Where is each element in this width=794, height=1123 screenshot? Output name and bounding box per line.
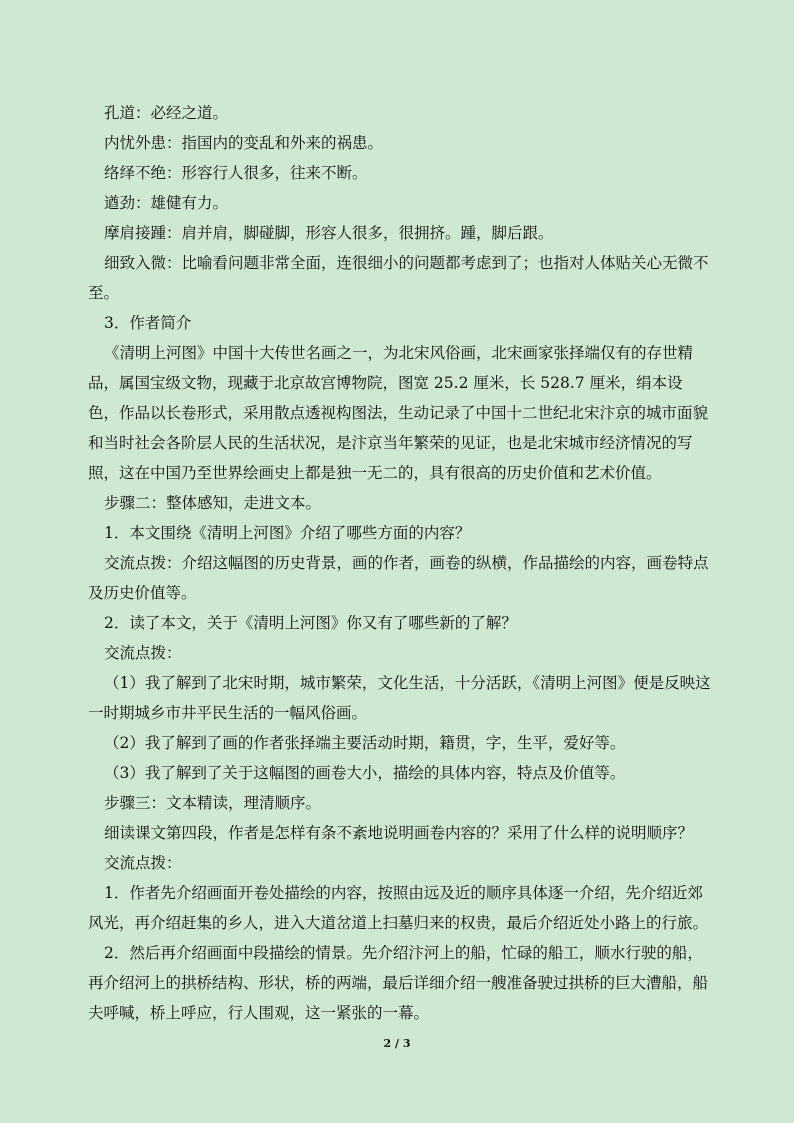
paragraph-luoyibujue: 络绎不绝：形容行人很多，往来不断。: [104, 164, 368, 182]
paragraph-kongdao: 孔道：必经之道。: [104, 104, 229, 122]
answer-3-point-1: 1．作者先介绍画面开卷处描绘的内容，按照由远及近的顺序具体逐一介绍，先介绍近郊风光，再介绍赶集的乡人，进入大道岔道上扫墓归来的权贵，最后介绍近处小路上的行旅。: [88, 884, 709, 932]
step-heading-3: 步骤三：文本精读，理清顺序。: [104, 794, 322, 812]
paragraph-painting-intro: 《清明上河图》中国十大传世名画之一，为北宋风俗画，北宋画家张择端仅有的存世精品，属国宝级文物，现藏于北京故宫博物院，图宽 25.2 厘米，长 528.7 厘米，绢本设色，作品以长卷形式，采用散点透视构图法，生动记录了中国十二世纪北宋汴京的城市面貌和当时社会各阶层人民的生活状况，是汴京当年繁荣的见证，也是北宋城市经济情况的写照，这在中国乃至世界绘画史上都是独一无二的，具有很高的历史价值和艺术价值。: [88, 344, 709, 482]
answer-2-point-3: （3）我了解到了关于这幅图的画卷大小，描绘的具体内容，特点及价值等。: [104, 764, 626, 782]
question-3: 细读课文第四段，作者是怎样有条不紊地说明画卷内容的？采用了什么样的说明顺序？: [104, 824, 694, 842]
step-heading-2: 步骤二：整体感知，走进文本。: [104, 494, 322, 512]
question-2: 2．读了本文，关于《清明上河图》你又有了哪些新的了解？: [104, 614, 517, 632]
answer-2-heading: 交流点拨：: [104, 644, 182, 662]
answer-1: 交流点拨：介绍这幅图的历史背景，画的作者，画卷的纵横，作品描绘的内容，画卷特点及历史价值等。: [88, 554, 709, 602]
page-number: 2 / 3: [383, 1037, 411, 1050]
section-heading-author-intro: 3．作者简介: [104, 314, 192, 332]
paragraph-neiyouwaihuan: 内忧外患：指国内的变乱和外来的祸患。: [104, 134, 384, 152]
document-body: [88, 98, 712, 1028]
question-1: 1．本文围绕《清明上河图》介绍了哪些方面的内容？: [104, 524, 471, 542]
answer-2-point-1: （1）我了解到了北宋时期，城市繁荣，文化生活，十分活跃，《清明上河图》便是反映这一时期城乡市井平民生活的一幅风俗画。: [88, 674, 711, 722]
paragraph-qiujin: 遒劲：雄健有力。: [104, 194, 229, 212]
paragraph-mojianjiezhong: 摩肩接踵：肩并肩，脚碰脚，形容人很多，很拥挤。踵，脚后跟。: [104, 224, 554, 242]
answer-3-point-2: 2．然后再介绍画面中段描绘的情景。先介绍汴河上的船，忙碌的船工，顺水行驶的船，再介绍河上的拱桥结构、形状，桥的两端，最后详细介绍一艘准备驶过拱桥的巨大漕船，船夫呼喊，桥上呼应，行人围观，这一紧张的一幕。: [88, 944, 709, 1022]
paragraph-xizhiruwei: 细致入微：比喻看问题非常全面，连很细小的问题都考虑到了；也指对人体贴关心无微不至。: [88, 254, 709, 302]
answer-2-point-2: （2）我了解到了画的作者张择端主要活动时期，籍贯，字，生平，爱好等。: [104, 734, 626, 752]
answer-3-heading: 交流点拨：: [104, 854, 182, 872]
